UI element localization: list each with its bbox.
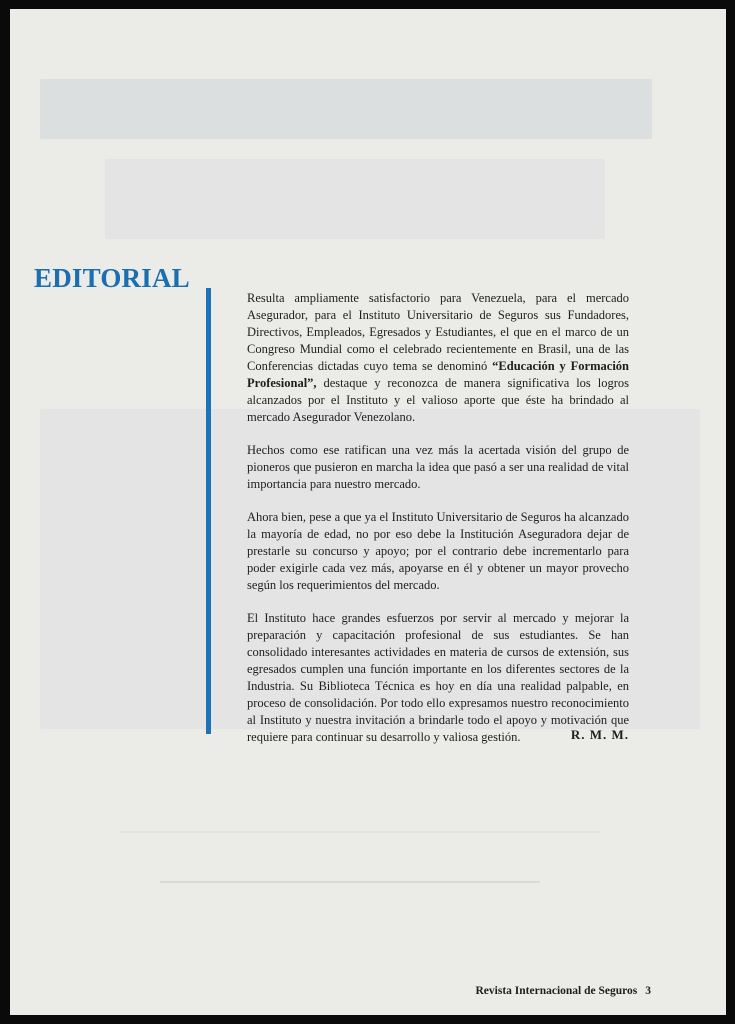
page-number: 3 xyxy=(645,985,651,997)
bleed-through-rule xyxy=(160,881,540,883)
paragraph-1-bold-title: “Educación y Formación Profesional”, xyxy=(247,359,629,390)
publication-name: Revista Internacional de Seguros xyxy=(475,985,638,997)
paragraph-1-text-end: destaque y reconozca de manera significativa los logros alcanzados por el Instituto y el valioso aporte que éste ha brindado al mercado Asegurador Venezolano. xyxy=(247,376,629,424)
page-footer xyxy=(476,985,652,997)
editorial-body xyxy=(247,290,629,762)
bleed-through-rule xyxy=(120,831,600,833)
paragraph-1-text: Resulta ampliamente satisfactorio para Venezuela, para el mercado Asegurador, para el Instituto Universitario de Seguros sus Fundadores, Directivos, Empleados, Egresados y Estudiantes, el que en el marco de un Congreso Mundial como el celebrado recientemente en Brasil, una de las Conferencias dictadas cuyo tema se denominó xyxy=(247,291,629,373)
paragraph-1 xyxy=(247,290,629,426)
author-signature: R. M. M. xyxy=(570,727,629,742)
paragraph-2: Hechos como ese ratifican una vez más la acertada visión del grupo de pioneros que pusieron en marcha la idea que pasó a ser una realidad de vital importancia para nuestro mercado. xyxy=(247,443,629,491)
page-title: EDITORIAL xyxy=(34,263,190,293)
magazine-page xyxy=(10,9,726,1015)
accent-bar xyxy=(206,288,211,734)
bleed-through-panel xyxy=(105,159,605,239)
paragraph-3: Ahora bien, pese a que ya el Instituto Universitario de Seguros ha alcanzado la mayoría de edad, no por eso debe la Institución Aseguradora dejar de prestarle su concurso y apoyo; por el contrario debe incrementarlo para poder exigirle cada vez más, apoyarse en él y obtener un mayor provecho según los requerimientos del mercado. xyxy=(247,510,629,592)
bleed-through-banner xyxy=(40,79,652,139)
paragraph-4: El Instituto hace grandes esfuerzos por servir al mercado y mejorar la preparación y capacitación profesional de sus estudiantes. Se han consolidado interesantes actividades en materia de cursos de extensión, sus egresados cumplen una función importante en los diferentes sectores de la Industria. Su Biblioteca Técnica es hoy en día una realidad palpable, en proceso de consolidación. Por todo ello expresamos nuestro reconocimiento al Instituto y nuestra invitación a brindarle todo el apoyo y motivación que requiere para continuar su desarrollo y valiosa gestión. xyxy=(247,611,629,744)
